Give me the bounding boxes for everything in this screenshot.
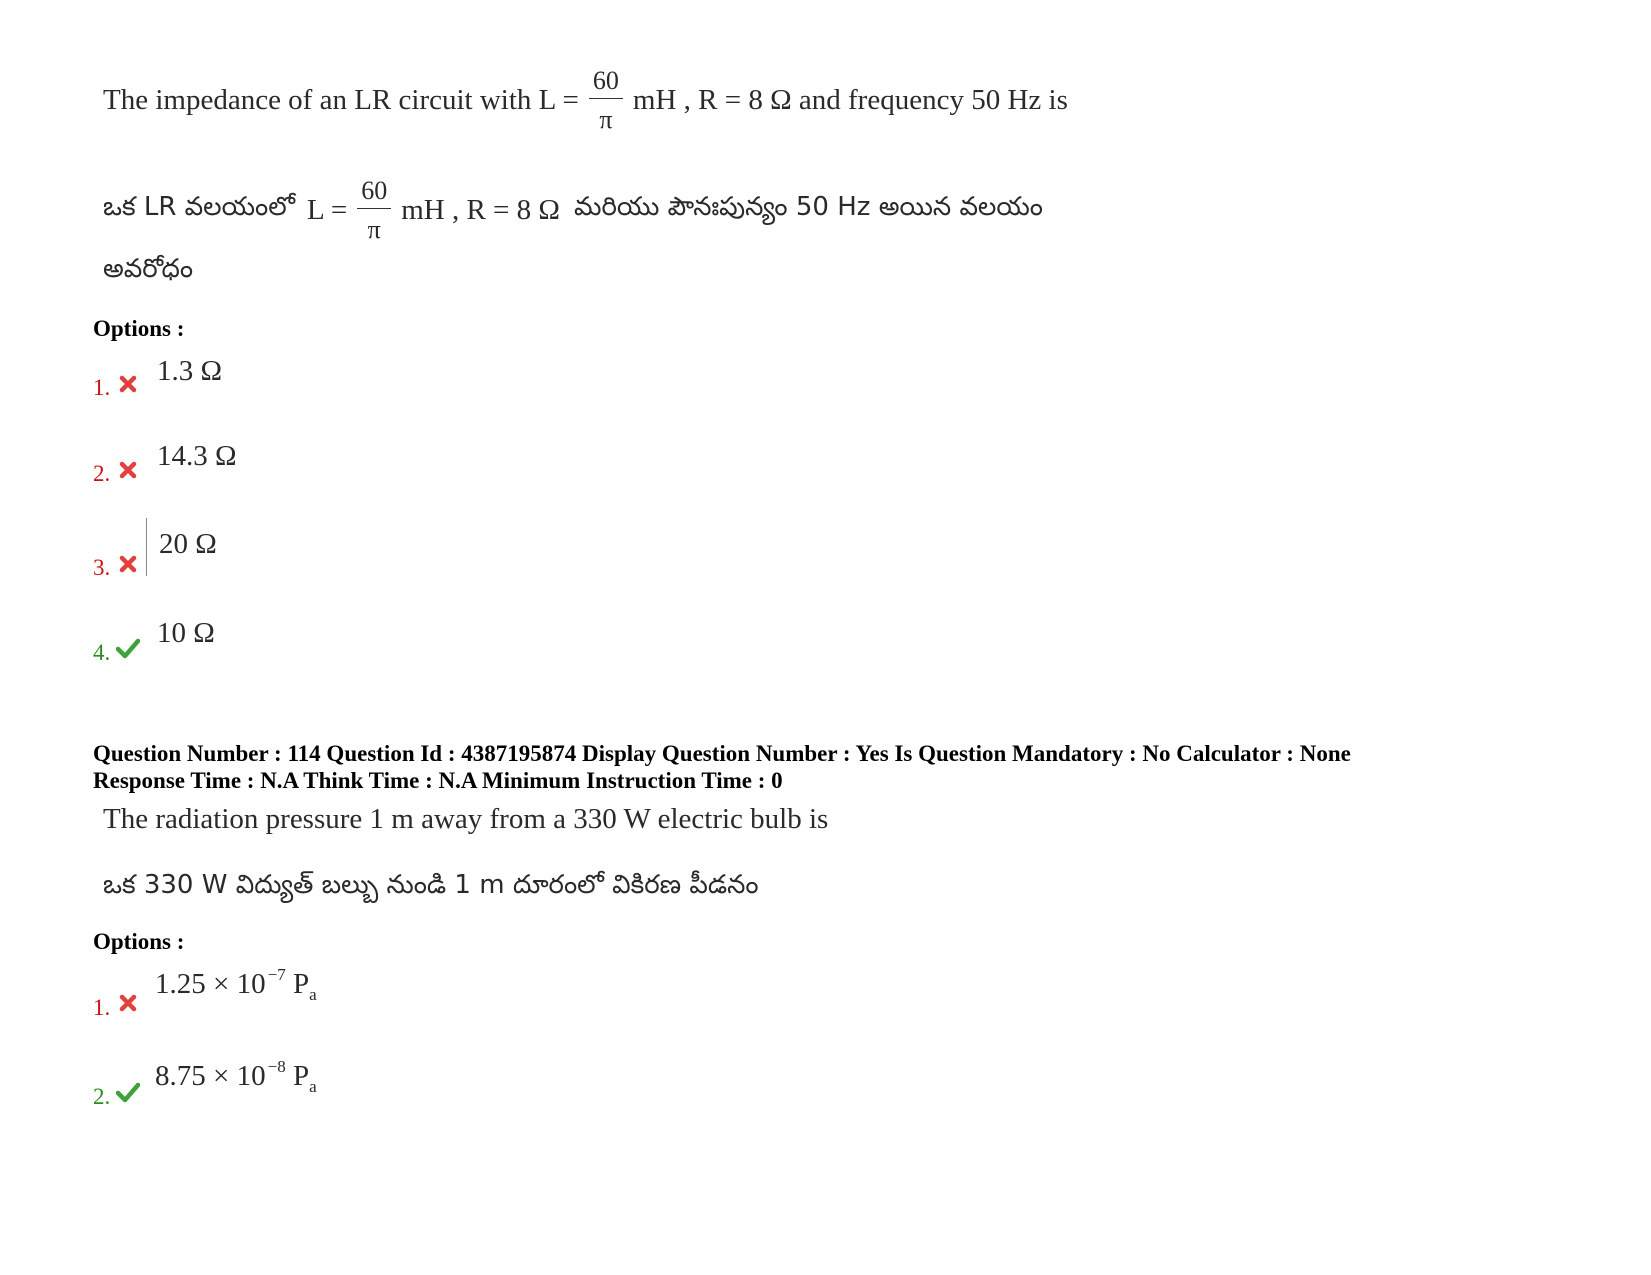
q113-option-2-number: 2. bbox=[93, 461, 111, 486]
correct-check-icon bbox=[116, 637, 140, 659]
wrong-cross-icon bbox=[118, 554, 138, 574]
q114-option-2-mantissa: 8.75 × 10 bbox=[155, 1060, 266, 1092]
q113-option-3-value: 20 Ω bbox=[159, 528, 217, 560]
q113-te-frac-numerator: 60 bbox=[357, 176, 391, 209]
q113-te-frac-denominator: π bbox=[367, 214, 381, 244]
q114-options-label: Options : bbox=[93, 929, 185, 954]
q114-option-2-value bbox=[155, 1057, 317, 1096]
q113-en-suffix: mH , R = 8 Ω and frequency 50 Hz is bbox=[632, 83, 1068, 116]
q113-option-1-number: 1. bbox=[93, 375, 111, 400]
q114-option-1-unit-sub: a bbox=[309, 985, 317, 1004]
q113-te-middle: mH , R = 8 Ω bbox=[401, 193, 560, 226]
image-border-divider bbox=[146, 518, 147, 576]
q113-te-l-eq: L = bbox=[306, 193, 348, 226]
q113-question-english bbox=[103, 66, 1068, 135]
q113-te-fraction bbox=[357, 176, 391, 245]
q113-en-fraction bbox=[589, 66, 623, 135]
wrong-cross-icon bbox=[118, 993, 138, 1013]
q113-te-suffix: మరియు పౌనఃపున్యం 50 Hz అయిన వలయం bbox=[573, 192, 1043, 223]
q113-option-3-number: 3. bbox=[93, 555, 111, 580]
q113-options-label: Options : bbox=[93, 316, 185, 341]
q113-option-4-number: 4. bbox=[93, 640, 111, 665]
q114-option-1-unit: P bbox=[292, 968, 310, 1000]
q114-meta-line-1: Question Number : 114 Question Id : 4387195874 Display Question Number : Yes Is Question Mandatory : No Calculator : None bbox=[93, 741, 1351, 766]
q113-question-telugu bbox=[103, 176, 1043, 245]
q113-option-4-value: 10 Ω bbox=[157, 617, 215, 649]
q114-option-1-number: 1. bbox=[93, 995, 111, 1020]
q113-te-line2: అవరోధం bbox=[103, 254, 194, 284]
correct-check-icon bbox=[116, 1081, 140, 1103]
wrong-cross-icon bbox=[118, 374, 138, 394]
q114-option-1-exponent: −7 bbox=[267, 965, 286, 984]
q113-en-frac-numerator: 60 bbox=[589, 66, 623, 99]
q114-option-2-exponent: −8 bbox=[267, 1057, 286, 1076]
q114-question-telugu: ఒక 330 W విద్యుత్ బల్బు నుండి 1 m దూరంలో వికిరణ పీడనం bbox=[103, 870, 759, 900]
q113-te-prefix: ఒక LR వలయంలో bbox=[103, 192, 295, 223]
q113-en-prefix: The impedance of an LR circuit with L = bbox=[103, 83, 579, 116]
q113-en-frac-denominator: π bbox=[599, 104, 613, 134]
q114-meta-line-2: Response Time : N.A Think Time : N.A Minimum Instruction Time : 0 bbox=[93, 768, 783, 793]
q114-option-1-value bbox=[155, 965, 317, 1004]
q114-option-2-unit-sub: a bbox=[309, 1077, 317, 1096]
q113-option-1-value: 1.3 Ω bbox=[157, 355, 223, 387]
wrong-cross-icon bbox=[118, 460, 138, 480]
q114-question-english: The radiation pressure 1 m away from a 330 W electric bulb is bbox=[103, 803, 829, 835]
q113-option-2-value: 14.3 Ω bbox=[157, 440, 237, 472]
q114-option-2-number: 2. bbox=[93, 1084, 111, 1109]
q114-option-1-mantissa: 1.25 × 10 bbox=[155, 968, 266, 1000]
q114-option-2-unit: P bbox=[292, 1060, 310, 1092]
